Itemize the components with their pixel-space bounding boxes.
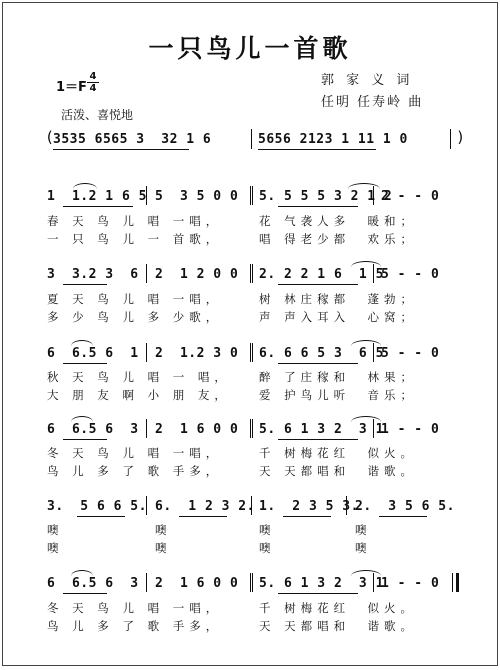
system-5-lyric-1a: 噢 (47, 523, 64, 537)
system-6-bar-2: 2 1 6 0 0 (155, 576, 239, 591)
system-1-lyric-1a: 春 天 鸟 儿 唱 一唱， (47, 214, 223, 228)
system-3-lyric-2b: 爱 护鸟儿听 音乐； (259, 388, 417, 402)
system-1-bar-4: 2 - - 0 (381, 189, 440, 204)
system-4-lyric-2a: 鸟 儿 多 了 歌 手多， (47, 464, 223, 478)
intro-end-barline (450, 129, 451, 149)
time-signature-bottom: 4 (89, 83, 97, 94)
system-4-double-barline (250, 419, 256, 438)
system-6-slur-2 (351, 570, 381, 576)
system-6-underline-2 (278, 593, 358, 594)
system-2-bar-1: 3 3.2 3 6 (47, 267, 139, 282)
system-3-underline-2 (278, 363, 358, 364)
system-4-lyric-2b: 天 天都唱和 谐歌。 (259, 464, 417, 478)
system-4-underline-2 (278, 439, 358, 440)
system-1-underline-2 (278, 206, 358, 207)
system-2-underline-2 (278, 284, 358, 285)
system-3-barline-1 (146, 343, 147, 362)
system-3-lyric-1a: 秋 天 鸟 儿 唱 一 唱， (47, 370, 231, 384)
system-6-double-barline (250, 573, 256, 592)
system-6-underline-1 (63, 593, 107, 594)
system-2-barline-1 (146, 264, 147, 283)
system-3-slur-2 (351, 340, 381, 346)
intro-barline (251, 129, 252, 149)
system-6-bar-4: 1 - - 0 (381, 576, 440, 591)
time-signature-top: 4 (87, 71, 99, 83)
system-3-underline-1 (63, 363, 107, 364)
system-5-lyric-2b: 噢 (155, 541, 172, 555)
system-3-slur-1 (71, 340, 93, 346)
system-4-slur-2 (351, 416, 381, 422)
system-2-bar-4: 5 - - 0 (381, 267, 440, 282)
system-1-double-barline (250, 186, 256, 205)
system-5-barline-2 (251, 496, 252, 515)
intro-bar-2: 5656 2123 1 11 1 0 (258, 132, 408, 147)
system-6-bar-1: 6 6.5 6 3 (47, 576, 139, 591)
system-5-underline-2 (179, 516, 227, 517)
time-signature (87, 71, 99, 94)
system-5-bar-2: 6. 1 2 3 2. (155, 499, 255, 514)
system-1-bar-1: 1 1.2 1 6 5 (47, 189, 147, 204)
system-5-bar-1: 3. 5 6 6 5. (47, 499, 147, 514)
system-2-lyric-2b: 声 声入耳入 心窝； (259, 310, 417, 324)
system-6-lyric-2b: 天 天都唱和 谐歌。 (259, 619, 417, 633)
system-3-double-barline (250, 343, 256, 362)
system-2-lyric-1b: 树 林庄稼都 蓬勃； (259, 292, 417, 306)
intro-close-paren: ) (456, 128, 466, 146)
system-4-slur-1 (71, 416, 93, 422)
key-signature: 1＝F (56, 80, 87, 95)
system-6-bar-3: 5. 6 1 3 2 3 1 (259, 576, 384, 591)
system-2-bar-2: 2 1 2 0 0 (155, 267, 239, 282)
system-1-lyric-1b: 花 气袭人多 暖和； (259, 214, 417, 228)
system-5-lyric-2d: 噢 (355, 541, 372, 555)
system-5-barline-3 (346, 496, 347, 515)
system-3-bar-3: 6. 6 6 5 3 6 5 (259, 346, 384, 361)
system-6-lyric-1b: 千 树梅花红 似火。 (259, 601, 417, 615)
tempo-marking: 活泼、喜悦地 (61, 108, 134, 122)
system-5-lyric-1d: 噢 (355, 523, 372, 537)
system-6-barline-1 (146, 573, 147, 592)
system-5-underline-3 (283, 516, 331, 517)
system-1-barline-1 (146, 186, 147, 205)
system-1-slur-1 (73, 183, 97, 189)
system-5-bar-3: 1. 2 3 5 3. (259, 499, 359, 514)
intro-underline-2 (258, 149, 376, 150)
system-2-underline-1 (63, 284, 107, 285)
system-2-lyric-2a: 多 少 鸟 儿 多 少歌， (47, 310, 223, 324)
system-1-bar-2: 5 3 5 0 0 (155, 189, 239, 204)
score-page (2, 2, 498, 666)
system-4-lyric-1b: 千 树梅花红 似火。 (259, 446, 417, 460)
system-3-bar-4: 5 - - 0 (381, 346, 440, 361)
system-1-underline-1 (63, 206, 133, 207)
system-4-bar-1: 6 6.5 6 3 (47, 422, 139, 437)
system-3-bar-2: 2 1.2 3 0 (155, 346, 239, 361)
system-2-slur (351, 261, 381, 267)
system-4-bar-4: 1 - - 0 (381, 422, 440, 437)
intro-bar-1: 3535 6565 3 32 1 6 (53, 132, 212, 147)
system-4-bar-3: 5. 6 1 3 2 3 1 (259, 422, 384, 437)
system-5-underline-4 (379, 516, 427, 517)
system-5-lyric-1c: 噢 (259, 523, 276, 537)
system-5-underline-1 (77, 516, 125, 517)
system-4-bar-2: 2 1 6 0 0 (155, 422, 239, 437)
system-5-lyric-2c: 噢 (259, 541, 276, 555)
system-1-bar-3: 5. 5 5 5 3 2 1 2 (259, 189, 393, 204)
system-3-bar-1: 6 6.5 6 1 (47, 346, 139, 361)
system-1-slur-2 (348, 183, 380, 189)
system-5-lyric-1b: 噢 (155, 523, 172, 537)
system-1-lyric-2b: 唱 得老少都 欢乐； (259, 232, 417, 246)
intro-open-paren: ( (45, 128, 55, 146)
system-2-bar-3: 2. 2 2 1 6 1 5 (259, 267, 384, 282)
system-4-lyric-1a: 冬 天 鸟 儿 唱 一唱， (47, 446, 223, 460)
system-5-bar-4: 2. 3 5 6 5. (355, 499, 455, 514)
system-6-slur-1 (71, 570, 93, 576)
song-title: 一只鸟儿一首歌 (148, 34, 352, 63)
system-1-lyric-2a: 一 只 鸟 儿 一 首歌， (47, 232, 223, 246)
system-3-lyric-2a: 大 朋 友 啊 小 朋 友， (47, 388, 231, 402)
system-3-lyric-1b: 醉 了庄稼和 林果； (259, 370, 417, 384)
lyricist-credit: 郭 家 义 词 (321, 73, 414, 88)
system-4-underline-1 (63, 439, 107, 440)
intro-underline-1 (53, 149, 189, 150)
system-2-double-barline (250, 264, 256, 283)
system-2-lyric-1a: 夏 天 鸟 儿 唱 一唱， (47, 292, 223, 306)
system-6-lyric-1a: 冬 天 鸟 儿 唱 一唱， (47, 601, 223, 615)
composer-credit: 任明 任寿岭 曲 (321, 95, 424, 110)
system-5-lyric-2a: 噢 (47, 541, 64, 555)
system-4-barline-1 (146, 419, 147, 438)
system-5-barline-1 (146, 496, 147, 515)
system-6-lyric-2a: 鸟 儿 多 了 歌 手多， (47, 619, 223, 633)
final-barline (452, 573, 453, 592)
